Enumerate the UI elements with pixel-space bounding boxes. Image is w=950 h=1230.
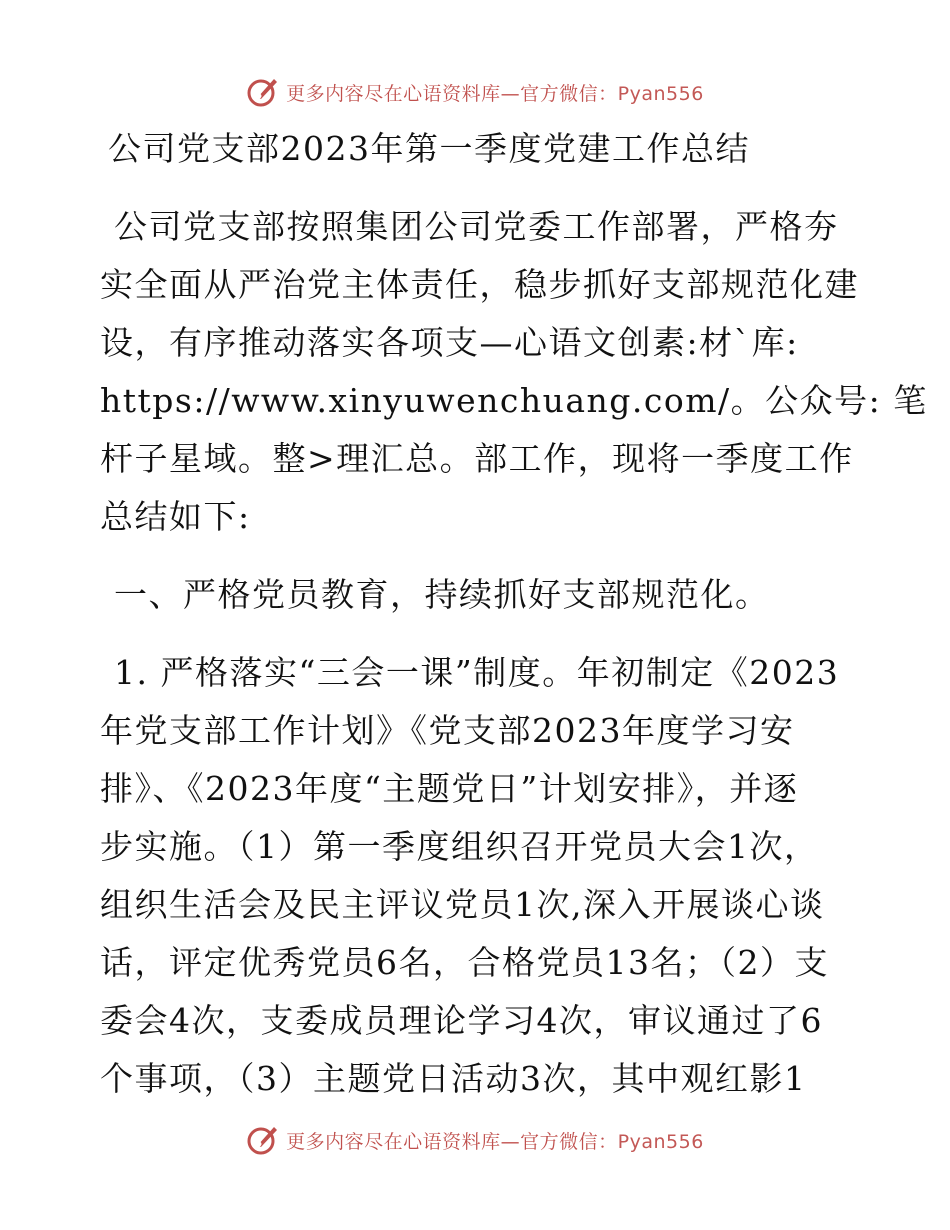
paragraph-line: 个事项，（3）主题党日活动3次，其中观红影1 (100, 1059, 807, 1098)
paragraph-line: 步实施。（1）第一季度组织召开党员大会1次， (100, 827, 819, 866)
paragraph-line: 委会4次，支委成员理论学习4次，审议通过了6 (100, 1001, 823, 1040)
quill-pen-circle-logo-icon (246, 75, 280, 109)
quill-pen-circle-logo-icon (246, 1123, 280, 1157)
paragraph-line: 总结如下: (100, 497, 251, 536)
paragraph-line: 1. 严格落实“三会一课”制度。年初制定《2023 (114, 653, 840, 692)
paragraph-line: 公司党支部按照集团公司党委工作部署，严格夯 (114, 207, 839, 246)
document-title: 公司党支部2023年第一季度党建工作总结 (108, 129, 750, 168)
paragraph-line: 设，有序推动落实各项支—心语文创素:材`库: (100, 323, 799, 362)
watermark-text: 更多内容尽在心语资料库—官方微信：Pyan556 (286, 1130, 704, 1153)
paragraph-line: 组织生活会及民主评议党员1次,深入开展谈心谈 (100, 885, 825, 924)
paragraph-line: https://www.xinyuwenchuang.com/。公众号: 笔 (100, 381, 928, 420)
section-heading: 一、严格党员教育，持续抓好支部规范化。 (114, 575, 770, 614)
document-body (100, 120, 928, 1108)
paragraph-line: 排》、《2023年度“主题党日”计划安排》，并逐 (100, 769, 799, 808)
item-1-paragraph (100, 644, 860, 1108)
watermark-banner-bottom (0, 1120, 950, 1160)
paragraph-line: 杆子星域。整>理汇总。部工作，现将一季度工作 (100, 439, 854, 478)
paragraph-line: 年党支部工作计划》《党支部2023年度学习安 (100, 711, 795, 750)
watermark-banner-top (0, 72, 950, 112)
paragraph-line: 话，评定优秀党员6名，合格党员13名；（2）支 (100, 943, 829, 982)
paragraph-line: 实全面从严治党主体责任，稳步抓好支部规范化建 (100, 265, 859, 304)
watermark-account: Pyan556 (617, 82, 704, 105)
intro-paragraph (100, 198, 928, 546)
watermark-account: Pyan556 (617, 1130, 704, 1153)
watermark-text: 更多内容尽在心语资料库—官方微信：Pyan556 (286, 82, 704, 105)
